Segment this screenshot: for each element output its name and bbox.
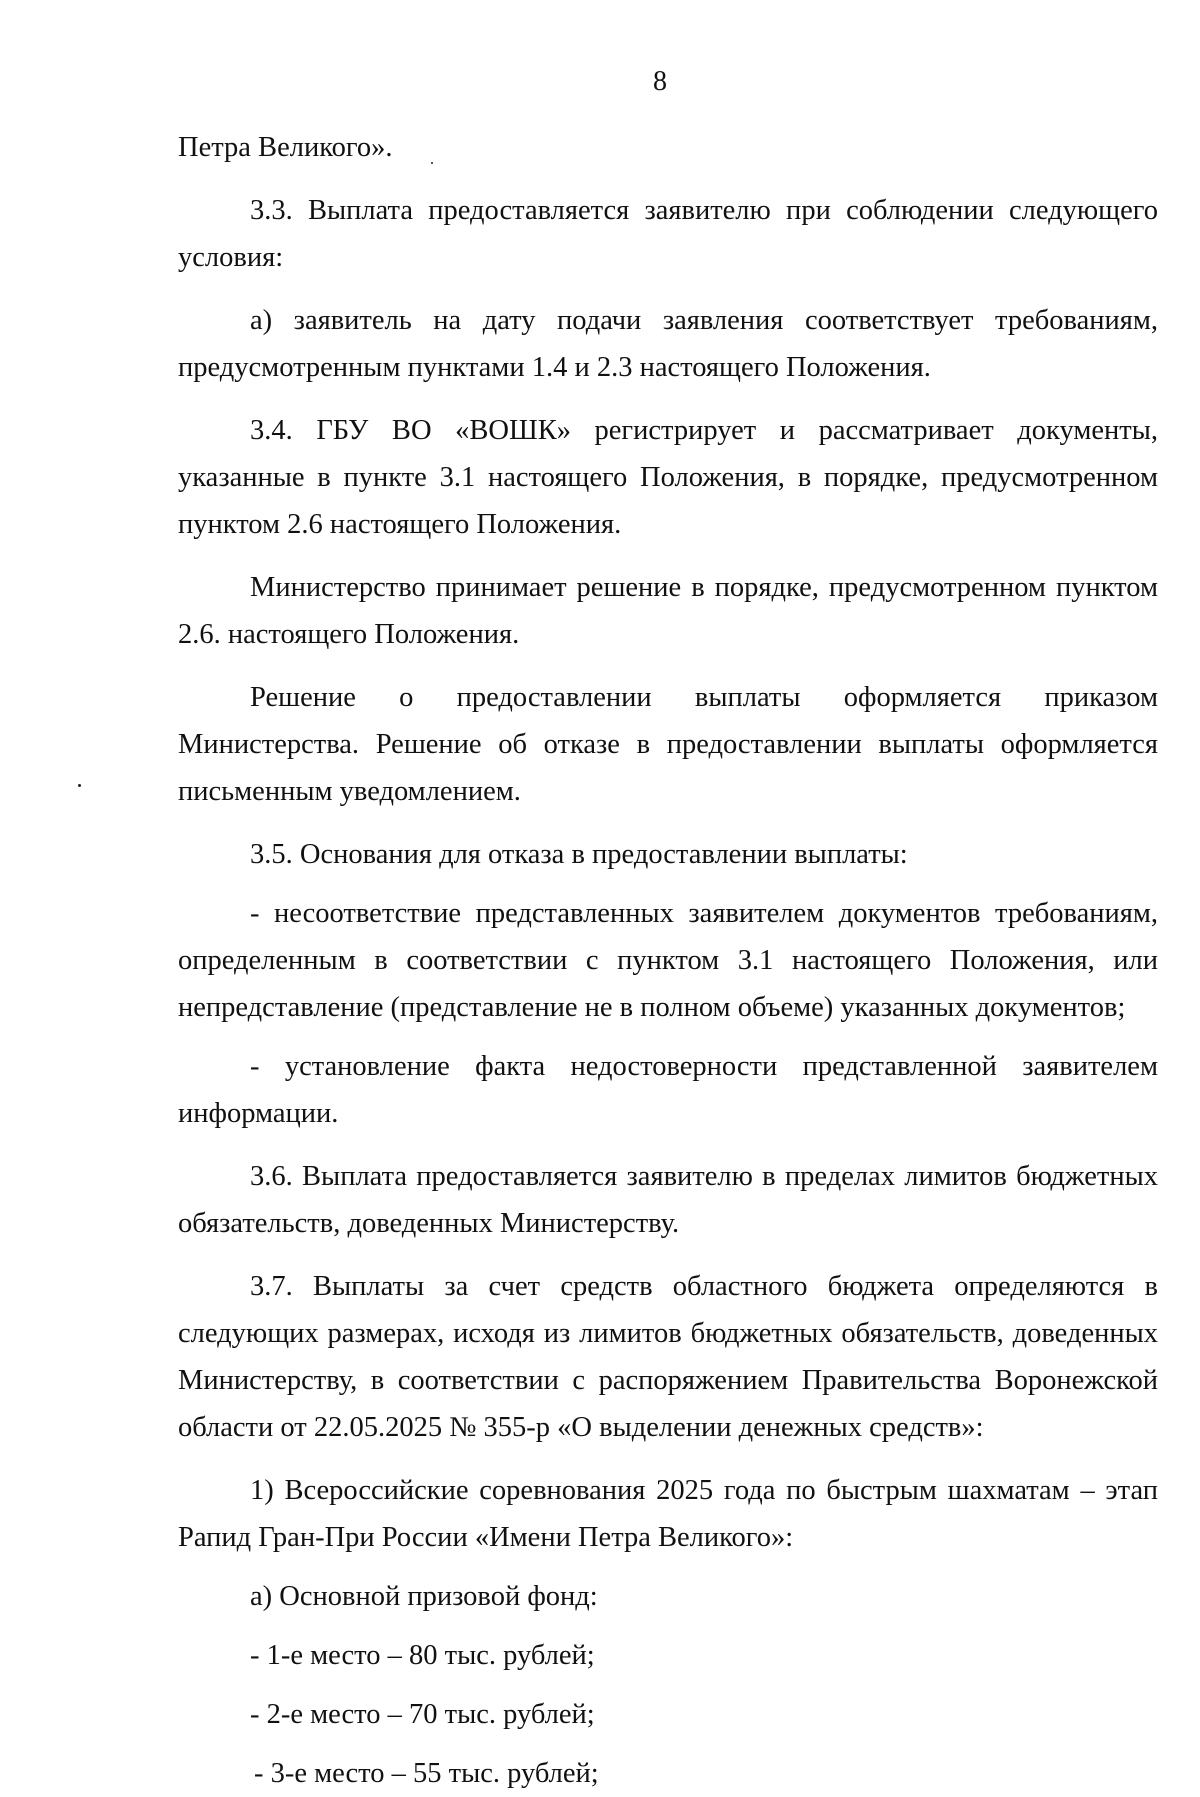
paragraph-3-3: 3.3. Выплата предоставляется заявителю при соблюдении следующего условия: [178,195,1158,273]
prize-place-2: - 2-е место – 70 тыс. рублей; [250,1699,595,1730]
scan-speck [78,784,81,787]
paragraph-3-4: 3.4. ГБУ ВО «ВОШК» регистрирует и рассматривает документы, указанные в пункте 3.1 настоящего Положения, в порядке, предусмотренном пунктом 2.6 настоящего Положения. [178,415,1158,540]
paragraph-3-3-a: а) заявитель на дату подачи заявления соответствует требованиям, предусмотренным пунктами 1.4 и 2.3 настоящего Положения. [178,305,1158,383]
prize-place-3: - 3-е место – 55 тыс. рублей; [254,1758,599,1789]
paragraph-refusal-reason-1: - несоответствие представленных заявителем документов требованиям, определенным в соответствии с пунктом 3.1 настоящего Положения, или непредставление (представление не в полном объеме) указанных документов; [178,898,1158,1023]
paragraph-3-5: 3.5. Основания для отказа в предоставлении выплаты: [250,839,908,870]
paragraph-3-7: 3.7. Выплаты за счет средств областного бюджета определяются в следующих размерах, исходя из лимитов бюджетных обязательств, доведенных Министерству, в соответствии с распоряжением Правительства Воронежской области от 22.05.2025 № 355-р «О выделении денежных средств»: [178,1271,1158,1443]
paragraph-ministry-decision: Министерство принимает решение в порядке, предусмотренном пунктом 2.6. настоящего Положения. [178,572,1158,650]
page-number: 8 [653,66,667,97]
scan-speck [431,162,433,164]
paragraph-prize-fund: а) Основной призовой фонд: [250,1581,598,1612]
prize-place-1: - 1-е место – 80 тыс. рублей; [250,1640,595,1671]
paragraph-continuation: Петра Великого». [178,132,393,163]
paragraph-decision-form: Решение о предоставлении выплаты оформляется приказом Министерства. Решение об отказе в предоставлении выплаты оформляется письменным уведомлением. [178,682,1158,807]
paragraph-3-6: 3.6. Выплата предоставляется заявителю в пределах лимитов бюджетных обязательств, доведенных Министерству. [178,1161,1158,1239]
paragraph-competition: 1) Всероссийские соревнования 2025 года по быстрым шахматам – этап Рапид Гран-При России «Имени Петра Великого»: [178,1475,1158,1553]
document-body [178,124,1158,1797]
paragraph-refusal-reason-2: - установление факта недостоверности представленной заявителем информации. [178,1051,1158,1129]
